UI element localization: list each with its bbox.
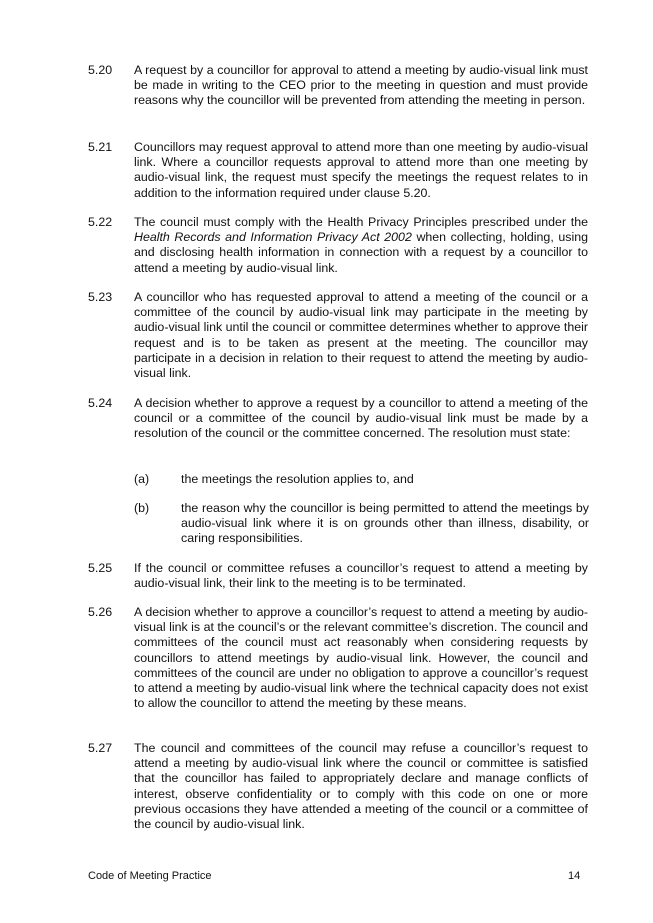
footer-title: Code of Meeting Practice xyxy=(88,870,212,882)
clause-text xyxy=(134,215,588,276)
clause-text: A request by a councillor for approval to attend a meeting by audio-visual link must be made in writing to the CEO prior to the meeting in question and must provide reasons why the councillor will be prevented from attending the meeting in person. xyxy=(134,63,588,108)
clause-5-20 xyxy=(88,63,588,109)
clause-text-part: The council must comply with the Health Privacy Principles prescribed under the xyxy=(134,215,588,229)
clause-number: 5.22 xyxy=(88,215,113,229)
clause-text: The council and committees of the council may refuse a councillor’s request to attend a meeting by audio-visual link where the council or committee is satisfied that the councillor has failed to appropriately declare and manage conflicts of interest, observe confidentiality or to comply with this code on one or more previous occasions they have attended a meeting of the council or a committee of the council by audio-visual link. xyxy=(134,741,588,832)
clause-number: 5.21 xyxy=(88,140,113,154)
clause-text-part: when collecting, holding, using and disclosing health information in connection with a request by a councillor to attend a meeting by audio-visual link. xyxy=(134,230,588,275)
subitem-text: the meetings the resolution applies to, and xyxy=(181,472,414,486)
clause-text: A decision whether to approve a request by a councillor to attend a meeting of the council or a committee of the council by audio-visual link must be made by a resolution of the council or the committee concerned. The resolution must state: xyxy=(134,396,588,441)
clause-5-25 xyxy=(88,561,588,591)
clause-5-23 xyxy=(88,290,588,381)
clause-5-21 xyxy=(88,140,588,201)
clause-number: 5.20 xyxy=(88,63,113,77)
act-title: Health Records and Information Privacy Act 2002 xyxy=(134,230,412,245)
clause-number: 5.26 xyxy=(88,605,113,619)
subitem-b xyxy=(134,501,589,547)
page-number: 14 xyxy=(568,870,581,882)
subitem-a xyxy=(134,472,589,487)
subitem-text: the reason why the councillor is being permitted to attend the meetings by audio-visual link where it is on grounds other than illness, disability, or caring responsibilities. xyxy=(181,501,589,546)
clause-5-26 xyxy=(88,605,588,711)
clause-text: Councillors may request approval to attend more than one meeting by audio-visual link. Where a councillor requests approval to attend more than one meeting by audio-visual link, the request must specify the meetings the request relates to in addition to the information required under clause 5.20. xyxy=(134,140,588,200)
clause-number: 5.23 xyxy=(88,290,113,304)
clause-text: If the council or committee refuses a councillor’s request to attend a meeting by audio-visual link, their link to the meeting is to be terminated. xyxy=(134,561,588,591)
subitem-label: (b) xyxy=(134,501,150,515)
clause-5-27 xyxy=(88,741,588,832)
clause-text: A decision whether to approve a councillor’s request to attend a meeting by audio-visual link is at the council’s or the relevant committee’s discretion. The council and committees of the council must act reasonably when considering requests by councillors to attend meetings by audio-visual link. However, the council and committees of the council are under no obligation to approve a councillor’s request to attend a meeting by audio-visual link where the technical capacity does not exist to allow the councillor to attend the meeting by these means. xyxy=(134,605,588,711)
clause-text: A councillor who has requested approval to attend a meeting of the council or a committee of the council by audio-visual link may participate in the meeting by audio-visual link until the council or committee determines whether to approve their request and is to be taken as present at the meeting. The councillor may participate in a decision in relation to their request to attend the meeting by audio-visual link. xyxy=(134,290,588,381)
clause-5-24 xyxy=(88,396,588,442)
subitem-label: (a) xyxy=(134,472,150,486)
clause-number: 5.27 xyxy=(88,741,113,755)
clause-number: 5.25 xyxy=(88,561,113,575)
clause-number: 5.24 xyxy=(88,396,113,410)
clause-5-22 xyxy=(88,215,588,276)
